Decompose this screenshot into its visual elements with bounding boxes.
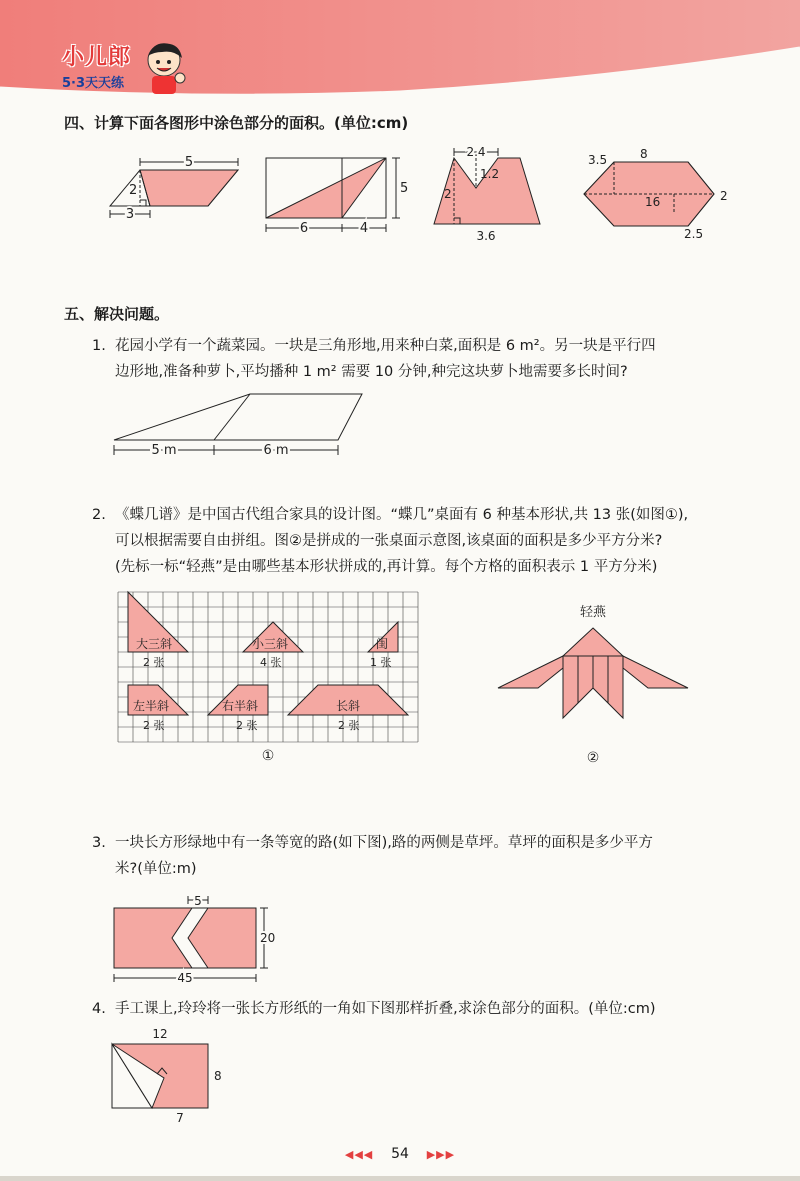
q1-text-line1: 花园小学有一个蔬菜园。一块是三角形地,用来种白菜,面积是 6 m²。另一块是平行四 — [115, 338, 656, 354]
q1-left-label: 5 m — [151, 443, 177, 458]
q4-bottom-label: 7 — [176, 1111, 184, 1125]
logo-title: 小儿郎 — [62, 45, 132, 70]
arrows-right-icon: ▶▶▶ — [426, 1148, 456, 1161]
q4-number: 4. — [92, 1001, 106, 1017]
section4-figures — [100, 140, 780, 250]
fig4-top-label: 8 — [640, 147, 648, 161]
q1-text-line2: 边形地,准备种萝卜,平均播种 1 m² 需要 10 分钟,种完这块萝卜地需要多长时间? — [115, 364, 628, 380]
fig4-right-label: 2 — [720, 189, 728, 203]
q4-top-label: 12 — [152, 1027, 168, 1041]
q2-text-line2: 可以根据需要自由拼组。图②是拼成的一张桌面示意图,该桌面的面积是多少平方分米? — [115, 533, 663, 549]
q2-text-line1: 《蝶几谱》是中国古代组合家具的设计图。“蝶几”桌面有 6 种基本形状,共 13 张(如图①), — [115, 507, 689, 523]
fig2-right-label: 4 — [359, 221, 369, 236]
shape-count: 4 张 — [260, 656, 282, 669]
fig3-top-label: 2.4 — [466, 145, 486, 159]
fig4-topleft-label: 3.5 — [588, 153, 608, 167]
bottom-edge — [0, 1176, 800, 1181]
logo-subtitle: 5·3天天练 — [62, 76, 125, 91]
q1-right-label: 6 m — [263, 443, 289, 458]
header-banner — [0, 0, 800, 100]
fig4-bottomright-label: 2.5 — [684, 227, 704, 241]
shape-count: 1 张 — [370, 656, 392, 669]
q3-number: 3. — [92, 835, 106, 851]
fig1-circled-label: ① — [261, 748, 275, 764]
fig1-top-label: 5 — [184, 155, 194, 170]
q2-text-line3: (先标一标“轻燕”是由哪些基本形状拼成的,再计算。每个方格的面积表示 1 平方分米) — [115, 559, 658, 575]
q2-grid-figure — [110, 588, 440, 768]
shape-count: 2 张 — [143, 719, 165, 732]
swallow-title: 轻燕 — [579, 605, 607, 620]
shape-count: 2 张 — [143, 656, 165, 669]
shape-count: 2 张 — [338, 719, 360, 732]
fig3-mid-label: 1.2 — [480, 167, 500, 181]
section4-title: 四、计算下面各图形中涂色部分的面积。(单位:cm) — [64, 114, 409, 132]
q4-text-line1: 手工课上,玲玲将一张长方形纸的一角如下图那样折叠,求涂色部分的面积。(单位:cm) — [115, 1001, 656, 1017]
q4-right-label: 8 — [214, 1069, 222, 1083]
q1-number: 1. — [92, 338, 106, 354]
fig3-bottom-label: 3.6 — [476, 229, 496, 243]
fig1-bottom-label: 3 — [125, 207, 135, 222]
fig3-left-label: 2 — [444, 187, 452, 201]
shape-name: 闺 — [376, 637, 389, 651]
q2-number: 2. — [92, 507, 106, 523]
section5-title: 五、解决问题。 — [64, 305, 170, 323]
fig2-height-label: 5 — [400, 181, 409, 196]
q3-text-line1: 一块长方形绿地中有一条等宽的路(如下图),路的两侧是草坪。草坪的面积是多少平方 — [115, 835, 653, 851]
q3-figure — [110, 890, 290, 986]
shape-name: 大三斜 — [136, 637, 173, 651]
q3-height-label: 20 — [260, 931, 276, 945]
shape-name: 左半斜 — [133, 699, 170, 713]
fig4-mid-label: 16 — [645, 195, 661, 209]
q3-road-label: 5 — [194, 894, 202, 908]
shape-name: 长斜 — [336, 699, 361, 713]
fig2-rectangle — [266, 158, 408, 236]
q3-text-line2: 米?(单位:m) — [115, 861, 197, 877]
fig3-notched-trapezoid — [434, 145, 540, 243]
arrows-left-icon: ◀◀◀ — [344, 1148, 374, 1161]
fig4-hexagon — [584, 147, 728, 241]
shape-name: 小三斜 — [252, 637, 289, 651]
fig2-circled-label: ② — [586, 750, 600, 766]
shape-count: 2 张 — [236, 719, 258, 732]
page-footer — [0, 1146, 800, 1162]
q1-figure — [110, 388, 370, 466]
fig1-side-label: 2 — [129, 183, 138, 198]
page-number: 54 — [391, 1146, 409, 1162]
shape-name: 右半斜 — [222, 699, 259, 713]
mascot-icon — [140, 38, 192, 96]
fig2-left-label: 6 — [299, 221, 309, 236]
q3-width-label: 45 — [177, 971, 193, 985]
q4-figure — [104, 1024, 234, 1128]
fig1-parallelogram — [110, 155, 238, 222]
q2-swallow-figure — [490, 598, 700, 770]
